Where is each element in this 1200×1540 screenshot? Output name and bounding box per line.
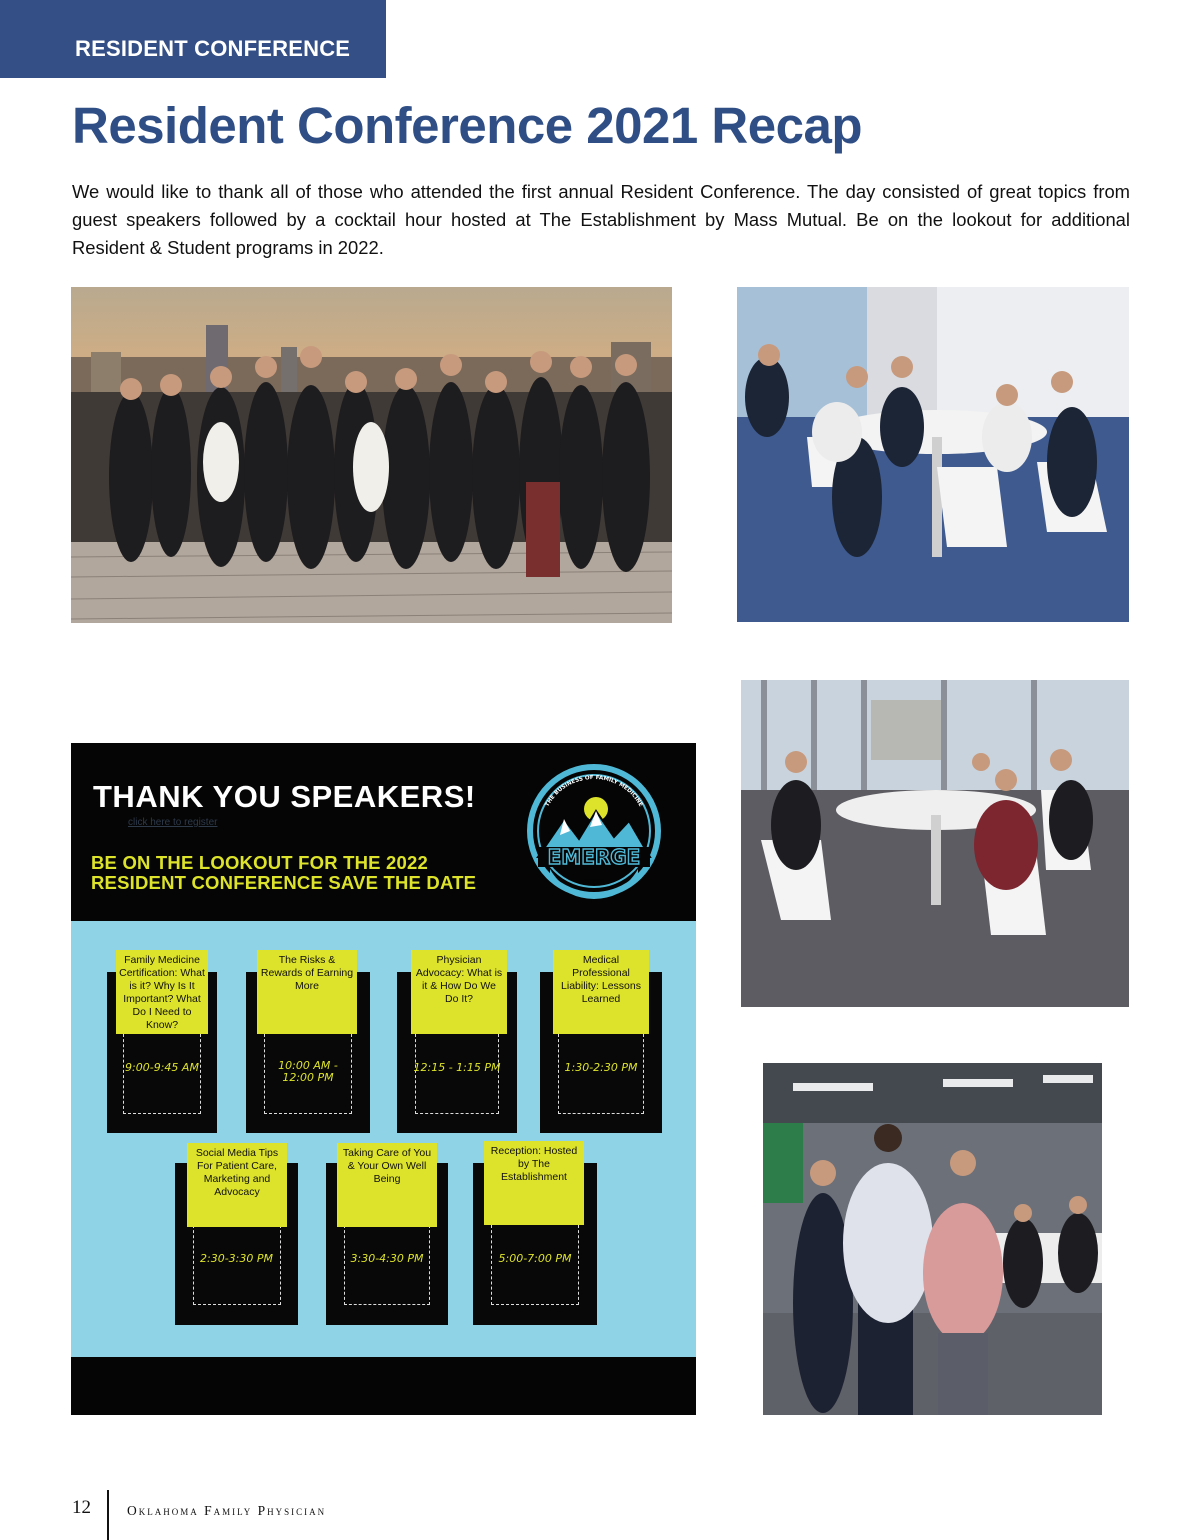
session-time: 5:00-7:00 PM bbox=[498, 1252, 572, 1265]
session-title: Family Medicine Certification: What is it? Why Is It Important? What Do I Need to Know? bbox=[116, 950, 208, 1034]
session-time: 3:30-4:30 PM bbox=[350, 1252, 424, 1265]
flyer-footer-band bbox=[71, 1357, 696, 1415]
session-card bbox=[473, 1145, 597, 1325]
session-card bbox=[397, 954, 517, 1133]
session-title: The Risks & Rewards of Earning More bbox=[257, 950, 357, 1034]
speakers-flyer bbox=[71, 743, 696, 1415]
section-label: RESIDENT CONFERENCE bbox=[75, 36, 351, 61]
flyer-heading: THANK YOU SPEAKERS! bbox=[93, 779, 476, 814]
article-title: Resident Conference 2021 Recap bbox=[72, 97, 862, 154]
table-photo-1 bbox=[737, 287, 1129, 622]
session-card bbox=[326, 1147, 448, 1325]
session-title: Physician Advocacy: What is it & How Do We Do It? bbox=[411, 950, 507, 1034]
session-time: 10:00 AM - 12:00 PM bbox=[278, 1059, 338, 1084]
publication-name: Oklahoma Family Physician bbox=[127, 1503, 327, 1518]
session-title: Social Media Tips For Patient Care, Marketing and Advocacy bbox=[187, 1143, 287, 1227]
emerge-logo bbox=[524, 761, 664, 901]
session-title: Medical Professional Liability: Lessons Learned bbox=[553, 950, 649, 1034]
session-card bbox=[175, 1147, 298, 1325]
page-number: 12 bbox=[72, 1497, 91, 1518]
session-title: Reception: Hosted by The Establishment bbox=[484, 1141, 584, 1225]
session-card bbox=[540, 954, 662, 1133]
section-tab bbox=[0, 0, 386, 78]
save-the-date-text: BE ON THE LOOKOUT FOR THE 2022 RESIDENT CONFERENCE SAVE THE DATE bbox=[91, 852, 477, 893]
footer-divider bbox=[107, 1490, 109, 1540]
logo-top-text: THE BUSINESS OF FAMILY MEDICINE bbox=[544, 774, 644, 808]
session-time: 2:30-3:30 PM bbox=[200, 1252, 273, 1265]
article-intro: We would like to thank all of those who attended the first annual Resident Conference. The day consisted of great topics from guest speakers followed by a cocktail hour hosted at The Establishment by Mass Mutual. Be on the lookout for additional Resident & Student programs in 2022. bbox=[72, 181, 1130, 258]
logo-year: 2021 bbox=[582, 878, 606, 887]
session-time: 12:15 - 1:15 PM bbox=[413, 1061, 501, 1074]
session-card bbox=[246, 954, 370, 1133]
session-time: 9:00-9:45 AM bbox=[125, 1061, 199, 1074]
register-link[interactable]: click here to register bbox=[128, 817, 218, 828]
table-photo-2 bbox=[741, 680, 1129, 1007]
session-card bbox=[107, 954, 217, 1133]
session-time: 1:30-2:30 PM bbox=[564, 1061, 638, 1074]
group-photo bbox=[71, 287, 672, 623]
mingling-photo bbox=[763, 1063, 1102, 1415]
logo-name: EMERGE bbox=[547, 845, 641, 869]
session-title: Taking Care of You & Your Own Well Being bbox=[337, 1143, 437, 1227]
